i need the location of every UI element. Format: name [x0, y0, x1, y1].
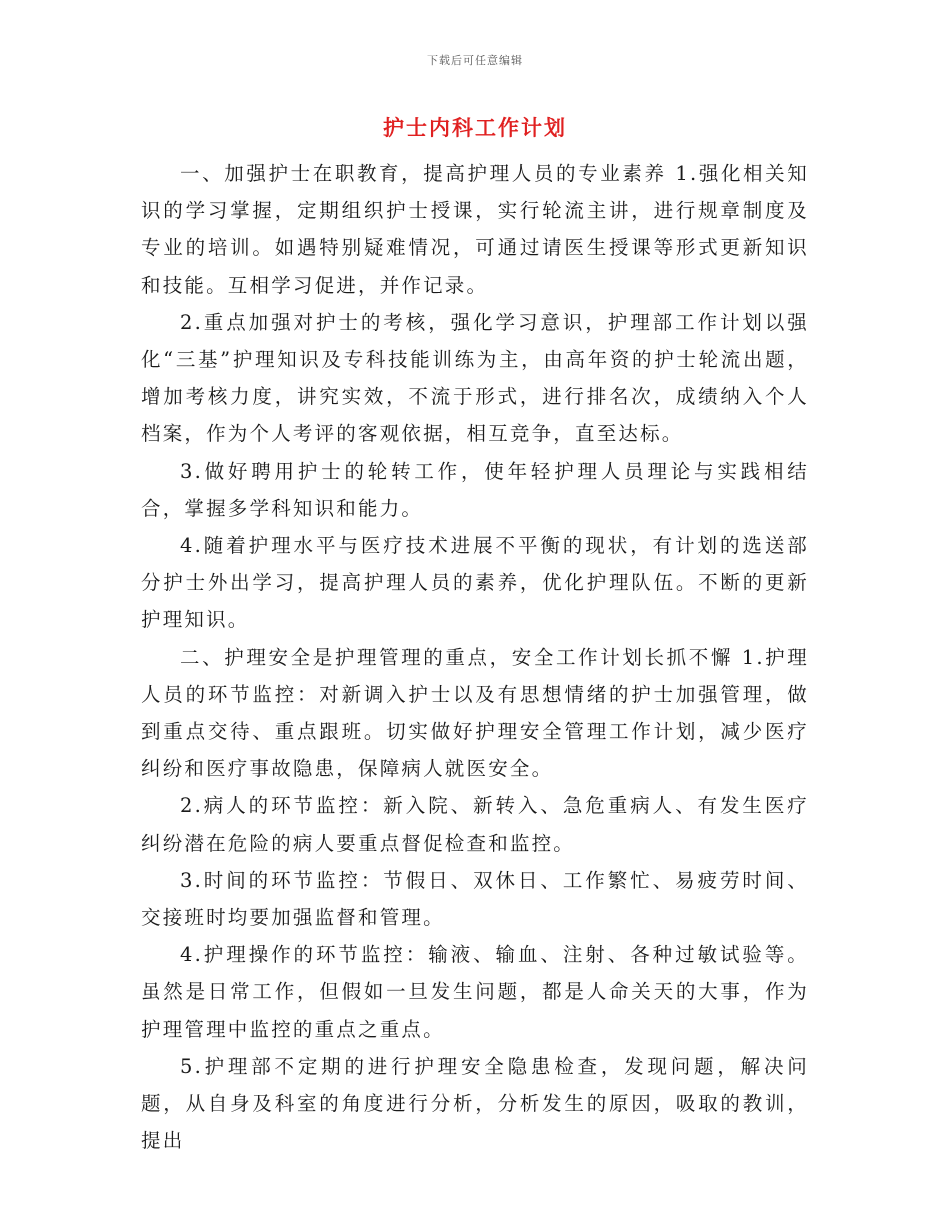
paragraph-2: 2.重点加强对护士的考核，强化学习意识，护理部工作计划以强化“三基”护理知识及专科技能训练为主，由高年资的护士轮流出题，增加考核力度，讲究实效，不流于形式，进行排名次，成绩纳入个人档案，作为个人考评的客观依据，相互竞争，直至达标。: [141, 310, 809, 446]
paragraph-9: 5.护理部不定期的进行护理安全隐患检查，发现问题，解决问题，从自身及科室的角度进行分析，分析发生的原因，吸取的教训，提出: [141, 1054, 809, 1153]
document-title: 护士内科工作计划: [383, 115, 567, 140]
paragraph-8: 4.护理操作的环节监控：输液、输血、注射、各种过敏试验等。虽然是日常工作，但假如一旦发生问题，都是人命关天的大事，作为护理管理中监控的重点之重点。: [141, 943, 809, 1041]
paragraph-4: 4.随着护理水平与医疗技术进展不平衡的现状，有计划的选送部分护士外出学习，提高护理人员的素养，优化护理队伍。不断的更新护理知识。: [141, 534, 809, 632]
document-body: [141, 155, 809, 1159]
paragraph-3: 3.做好聘用护士的轮转工作，使年轻护理人员理论与实践相结合，掌握多学科知识和能力。: [141, 459, 809, 520]
paragraph-7: 3.时间的环节监控：节假日、双休日、工作繁忙、易疲劳时间、交接班时均要加强监督和管理。: [141, 868, 809, 930]
paragraph-6: 2.病人的环节监控：新入院、新转入、急危重病人、有发生医疗纠纷潜在危险的病人要重点督促检查和监控。: [141, 794, 809, 855]
header-note: 下载后可任意编辑: [427, 54, 523, 67]
paragraph-5: 二、护理安全是护理管理的重点，安全工作计划长抓不懈 1.护理人员的环节监控：对新调入护士以及有思想情绪的护士加强管理，做到重点交待、重点跟班。切实做好护理安全管理工作计划，减少医疗纠纷和医疗事故隐患，保障病人就医安全。: [141, 645, 809, 781]
paragraph-1: 一、加强护士在职教育，提高护理人员的专业素养 1.强化相关知识的学习掌握，定期组织护士授课，实行轮流主讲，进行规章制度及专业的培训。如遇特别疑难情况，可通过请医生授课等形式更新知识和技能。互相学习促进，并作记录。: [141, 162, 809, 297]
